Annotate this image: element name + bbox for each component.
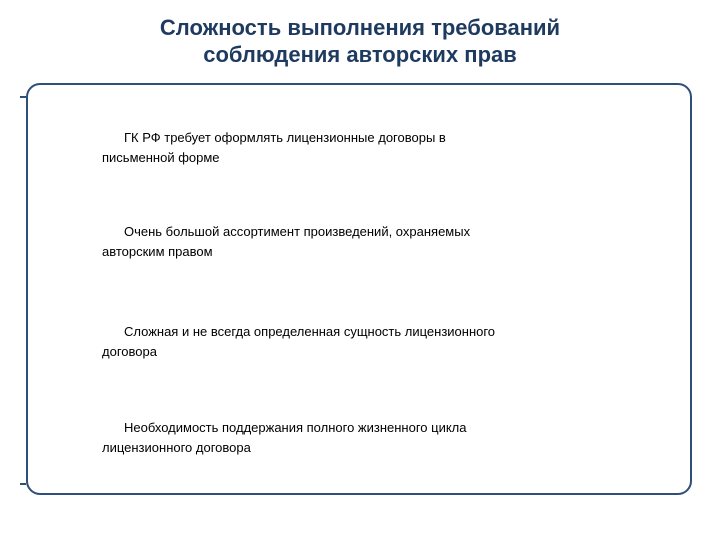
frame-tick-bottom	[20, 483, 26, 485]
point-2	[102, 222, 618, 262]
point-4	[102, 418, 618, 458]
point-3	[102, 322, 618, 362]
slide-title-line-1: Сложность выполнения требований	[159, 15, 561, 40]
point-3-second-line: договора	[102, 344, 157, 359]
point-2-first-line: Очень большой ассортимент произведений, охраняемых	[124, 224, 471, 239]
point-1-second-line: письменной форме	[102, 150, 220, 165]
point-4-first-line: Необходимость поддержания полного жизненного цикла	[124, 420, 467, 435]
point-3-first-line: Сложная и не всегда определенная сущность лицензионного	[124, 324, 496, 339]
frame-tick-top	[20, 96, 26, 98]
point-1	[102, 128, 618, 168]
point-4-second-line: лицензионного договора	[102, 440, 251, 455]
point-1-first-line: ГК РФ требует оформлять лицензионные договоры в	[124, 130, 446, 145]
slide-title-line-2: соблюдения авторских прав	[203, 42, 517, 67]
point-2-second-line: авторским правом	[102, 244, 213, 259]
slide-title	[0, 14, 720, 68]
